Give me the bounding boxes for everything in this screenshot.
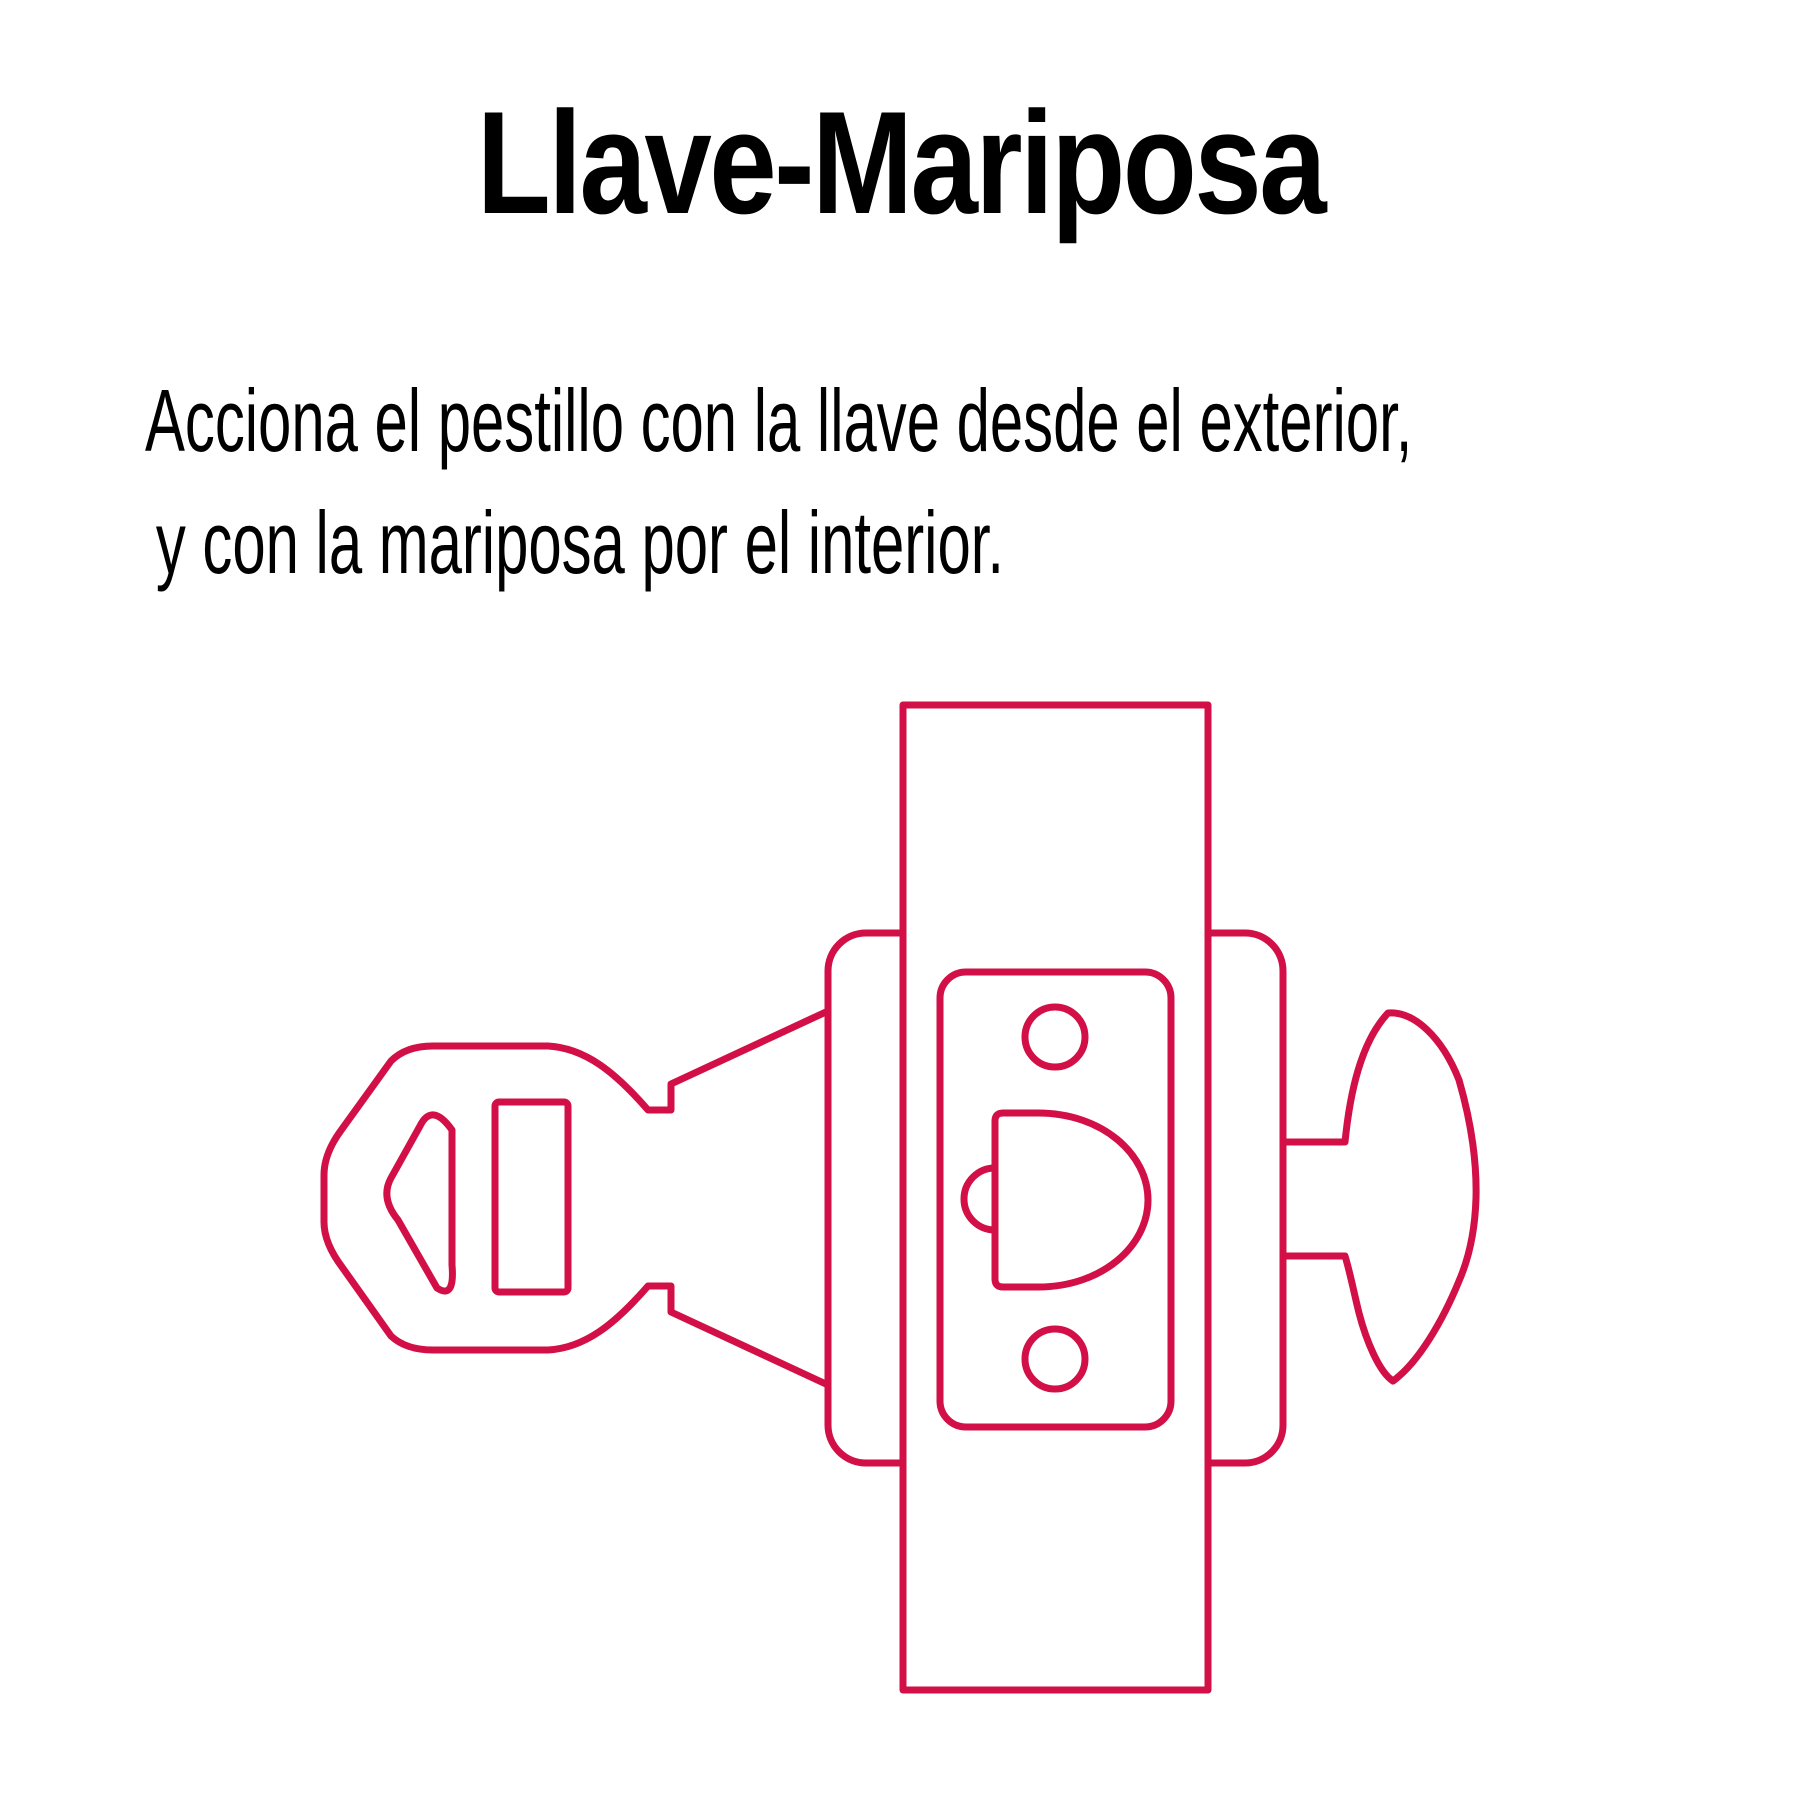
key-icon: [324, 1011, 828, 1385]
description-line-2: y con la mariposa por el interior.: [155, 493, 1005, 592]
thumb-turn-knob-icon: [1283, 1013, 1476, 1381]
page-title: Llave-Mariposa: [476, 81, 1324, 244]
description-line-1: Acciona el pestillo con la llave desde el exterior,: [145, 371, 1413, 470]
